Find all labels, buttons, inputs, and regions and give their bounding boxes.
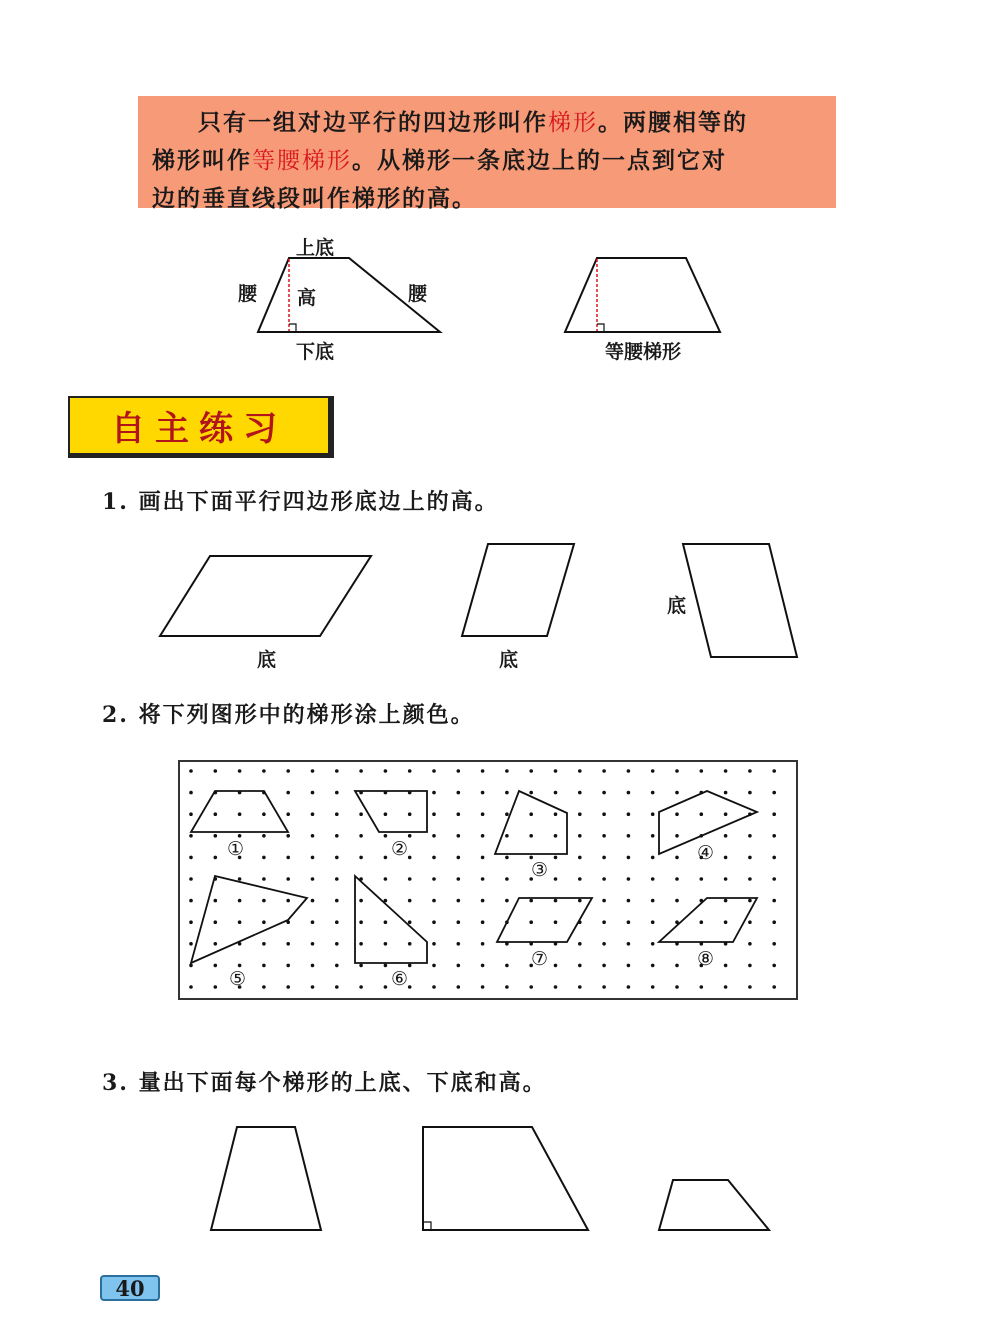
grid-dot (214, 985, 218, 989)
grid-dot (675, 964, 679, 968)
grid-dot (359, 920, 363, 924)
grid-dot (214, 834, 218, 838)
section-banner (68, 396, 334, 458)
grid-dot (554, 769, 558, 773)
grid-dot (311, 920, 315, 924)
grid-dot (748, 920, 752, 924)
height-label: 高 (297, 287, 317, 309)
grid-dot (359, 834, 363, 838)
grid-dot (505, 856, 509, 860)
grid-dot (578, 964, 582, 968)
grid-dot (602, 899, 606, 903)
grid-dot (359, 942, 363, 946)
grid-dot (602, 834, 606, 838)
grid-dot (700, 812, 704, 816)
grid-dot (432, 985, 436, 989)
grid-dot (724, 791, 728, 795)
grid-dot (481, 920, 485, 924)
grid-dot (627, 834, 631, 838)
grid-dot (481, 812, 485, 816)
grid-dot (335, 985, 339, 989)
grid-dot (724, 899, 728, 903)
grid-dot (529, 812, 533, 816)
grid-dot (748, 985, 752, 989)
base-label-1: 底 (257, 649, 277, 671)
grid-dot (238, 812, 242, 816)
top-base-label: 上底 (296, 237, 335, 259)
grid-dot (772, 877, 776, 881)
grid-dot (505, 877, 509, 881)
grid-dot (700, 920, 704, 924)
parallelogram-3 (683, 544, 797, 657)
grid-dot (335, 964, 339, 968)
definition-line-3: 边的垂直线段叫作梯形的高。 (152, 185, 477, 212)
grid-dot (772, 834, 776, 838)
grid-dot (700, 985, 704, 989)
shape-label-7: ⑦ (531, 948, 549, 970)
grid-dot (262, 812, 266, 816)
grid-dot (286, 985, 290, 989)
grid-dot (189, 899, 193, 903)
grid-dot (384, 985, 388, 989)
grid-dot (432, 769, 436, 773)
grid-dot (627, 964, 631, 968)
grid-dot (651, 985, 655, 989)
grid-dot (675, 812, 679, 816)
grid-dot (457, 920, 461, 924)
grid-dot (748, 942, 752, 946)
grid-dot (772, 942, 776, 946)
grid-dot (189, 920, 193, 924)
grid-dot (335, 791, 339, 795)
grid-dot (772, 812, 776, 816)
grid-dot (335, 942, 339, 946)
grid-shape-6 (355, 876, 427, 963)
grid-dot (311, 834, 315, 838)
grid-dot (335, 834, 339, 838)
grid-dot (627, 812, 631, 816)
grid-dot (408, 964, 412, 968)
grid-dot (578, 985, 582, 989)
grid-dot (505, 812, 509, 816)
grid-dot (554, 899, 558, 903)
grid-dot (772, 856, 776, 860)
grid-dot (408, 920, 412, 924)
grid-dot (578, 942, 582, 946)
grid-dot (432, 856, 436, 860)
grid-dot (359, 899, 363, 903)
grid-dot (408, 985, 412, 989)
grid-dot (238, 920, 242, 924)
grid-dot (457, 791, 461, 795)
term-isosceles-trapezoid: 等腰梯形 (252, 148, 352, 174)
grid-dot (432, 899, 436, 903)
grid-dot (238, 964, 242, 968)
grid-dot (335, 812, 339, 816)
shape-label-5: ⑤ (229, 968, 247, 990)
grid-dot (384, 769, 388, 773)
grid-dot (481, 985, 485, 989)
base-label-2: 底 (499, 649, 519, 671)
grid-dot (238, 769, 242, 773)
grid-dot (335, 920, 339, 924)
grid-dot (481, 942, 485, 946)
shape-label-6: ⑥ (391, 968, 409, 990)
grid-dot (311, 812, 315, 816)
grid-dot (505, 985, 509, 989)
grid-dot (359, 964, 363, 968)
parallelogram-1 (160, 556, 371, 636)
definition-text: 。从梯形一条底边上的一点到它对 (352, 147, 727, 174)
grid-shape-1 (191, 791, 288, 832)
grid-dot (772, 964, 776, 968)
grid-dot (602, 942, 606, 946)
grid-dot (311, 769, 315, 773)
grid-dot (481, 964, 485, 968)
grid-dot (408, 834, 412, 838)
grid-dot (335, 856, 339, 860)
grid-dot (189, 834, 193, 838)
grid-dot (214, 899, 218, 903)
bottom-base-label: 下底 (296, 341, 335, 363)
grid-dot (505, 769, 509, 773)
grid-dot (578, 877, 582, 881)
grid-dot (335, 877, 339, 881)
grid-dot (627, 877, 631, 881)
question-3: 3. 量出下面每个梯形的上底、下底和高。 (102, 1070, 547, 1096)
grid-dot (772, 985, 776, 989)
grid-dot (189, 791, 193, 795)
grid-dot (724, 769, 728, 773)
grid-dot (238, 877, 242, 881)
grid-dot (408, 899, 412, 903)
grid-dot (262, 877, 266, 881)
grid-shape-3 (495, 791, 567, 854)
grid-dot (651, 899, 655, 903)
grid-dot (214, 964, 218, 968)
grid-dot (408, 877, 412, 881)
grid-dot (457, 877, 461, 881)
grid-dot (189, 942, 193, 946)
grid-dot (189, 985, 193, 989)
grid-dot (189, 856, 193, 860)
grid-dot (432, 834, 436, 838)
grid-dot (602, 769, 606, 773)
grid-dot (748, 877, 752, 881)
grid-dot (457, 812, 461, 816)
grid-dot (554, 964, 558, 968)
shape-label-1: ① (227, 838, 245, 860)
grid-dot (724, 856, 728, 860)
grid-dot (724, 812, 728, 816)
grid-dot (262, 856, 266, 860)
grid-dot (335, 769, 339, 773)
grid-dot (214, 812, 218, 816)
grid-dot (384, 834, 388, 838)
grid-dot (189, 877, 193, 881)
grid-dot (675, 856, 679, 860)
grid-dot (602, 920, 606, 924)
grid-dot (214, 920, 218, 924)
grid-shape-2 (355, 791, 427, 832)
measure-trapezoid-3 (659, 1180, 769, 1230)
grid-dot (627, 791, 631, 795)
grid-dot (457, 899, 461, 903)
grid-dot (675, 834, 679, 838)
measure-right-angle-mark (423, 1222, 431, 1230)
grid-dot (432, 920, 436, 924)
grid-dot (578, 899, 582, 903)
grid-dot (554, 856, 558, 860)
grid-dot (286, 942, 290, 946)
grid-dot (384, 964, 388, 968)
grid-dot (311, 856, 315, 860)
grid-dot (457, 769, 461, 773)
grid-shape-7 (497, 898, 592, 942)
shape-label-8: ⑧ (697, 948, 715, 970)
isosceles-trapezoid (565, 258, 720, 332)
definition-text: 梯形叫作 (152, 147, 252, 174)
grid-dot (651, 942, 655, 946)
grid-dot (651, 812, 655, 816)
grid-dot (651, 769, 655, 773)
grid-dot (554, 985, 558, 989)
grid-dot (384, 812, 388, 816)
shape-label-4: ④ (697, 842, 715, 864)
grid-dot (651, 920, 655, 924)
grid-dot (505, 834, 509, 838)
grid-dot (384, 856, 388, 860)
grid-dot (214, 856, 218, 860)
grid-dot (359, 985, 363, 989)
grid-dot (602, 791, 606, 795)
left-leg-label: 腰 (238, 283, 258, 305)
base-label-3: 底 (667, 595, 687, 617)
grid-dots (189, 769, 776, 989)
grid-dot (432, 877, 436, 881)
grid-dot (238, 899, 242, 903)
grid-dot (578, 791, 582, 795)
grid-dot (578, 834, 582, 838)
grid-dot (481, 791, 485, 795)
grid-dot (408, 812, 412, 816)
grid-dot (627, 985, 631, 989)
grid-dot (408, 856, 412, 860)
grid-dot (481, 877, 485, 881)
measure-trapezoid-2 (423, 1127, 588, 1230)
grid-dot (481, 769, 485, 773)
right-angle-mark (289, 324, 296, 331)
page-number: 40 (100, 1275, 160, 1301)
definition-text: 。两腰相等的 (598, 109, 748, 136)
grid-dot (627, 899, 631, 903)
grid-dot (748, 834, 752, 838)
grid-dot (554, 877, 558, 881)
grid-dot (481, 899, 485, 903)
grid-dot (286, 899, 290, 903)
grid-dot (772, 920, 776, 924)
grid-dot (408, 769, 412, 773)
grid-dot (457, 834, 461, 838)
grid-dot (700, 769, 704, 773)
measure-trapezoid-1 (211, 1127, 321, 1230)
grid-dot (578, 856, 582, 860)
grid-dot (457, 985, 461, 989)
question-2: 2. 将下列图形中的梯形涂上颜色。 (102, 702, 475, 728)
grid-dot (748, 856, 752, 860)
grid-dot (602, 856, 606, 860)
grid-dot (724, 920, 728, 924)
grid-dot (772, 791, 776, 795)
grid-dot (748, 791, 752, 795)
grid-dot (286, 834, 290, 838)
grid-dot (311, 942, 315, 946)
grid-dot (724, 877, 728, 881)
grid-dot (262, 920, 266, 924)
grid-dot (311, 877, 315, 881)
grid-dot (578, 769, 582, 773)
grid-dot (262, 964, 266, 968)
grid-dot (627, 856, 631, 860)
section-title: 自主练习 (111, 409, 287, 449)
grid-dot (602, 877, 606, 881)
grid-dot (675, 769, 679, 773)
grid-dot (262, 834, 266, 838)
grid-dot (578, 812, 582, 816)
grid-dot (457, 856, 461, 860)
grid-dot (286, 964, 290, 968)
grid-shape-5 (191, 876, 307, 963)
grid-dot (748, 899, 752, 903)
grid-dot (724, 834, 728, 838)
grid-dot (189, 964, 193, 968)
grid-dot (432, 964, 436, 968)
grid-dot (675, 877, 679, 881)
grid-dot (432, 942, 436, 946)
grid-dot (675, 985, 679, 989)
grid-dot (311, 964, 315, 968)
grid-dot (529, 791, 533, 795)
grid-dot (311, 791, 315, 795)
grid-dot (529, 899, 533, 903)
grid-dot (651, 834, 655, 838)
grid-dot (602, 812, 606, 816)
grid-dot (554, 812, 558, 816)
grid-dot (189, 812, 193, 816)
grid-dot (675, 791, 679, 795)
grid-dot (432, 791, 436, 795)
grid-dot (481, 834, 485, 838)
grid-dot (432, 812, 436, 816)
shape-label-2: ② (391, 838, 409, 860)
grid-dot (724, 964, 728, 968)
grid-dot (457, 942, 461, 946)
grid-dot (505, 899, 509, 903)
grid-dot (384, 877, 388, 881)
parallelogram-2 (462, 544, 574, 636)
grid-dot (602, 985, 606, 989)
grid-dot (554, 791, 558, 795)
grid-dot (286, 877, 290, 881)
grid-dot (311, 985, 315, 989)
right-leg-label: 腰 (408, 283, 428, 305)
grid-dot (311, 899, 315, 903)
grid-dot (651, 856, 655, 860)
question-1: 1. 画出下面平行四边形底边上的高。 (102, 489, 499, 515)
grid-dot (262, 769, 266, 773)
grid-dot (602, 964, 606, 968)
grid-dot (772, 769, 776, 773)
grid-dot (529, 985, 533, 989)
grid-dot (262, 942, 266, 946)
grid-dot (408, 942, 412, 946)
grid-dot (529, 834, 533, 838)
grid-dot (675, 899, 679, 903)
grid-dot (505, 791, 509, 795)
grid-shapes (191, 791, 757, 963)
trapezoid-diagram (0, 0, 1000, 380)
grid-dot (554, 920, 558, 924)
grid-dot (189, 769, 193, 773)
grid-dot (335, 899, 339, 903)
grid-shape-8 (659, 898, 757, 942)
grid-dot (359, 769, 363, 773)
grid-dot (384, 920, 388, 924)
grid-dot (384, 942, 388, 946)
term-trapezoid: 梯形 (548, 110, 598, 136)
grid-dot (286, 856, 290, 860)
grid-dot (529, 769, 533, 773)
grid-dot (651, 877, 655, 881)
grid-dot (651, 791, 655, 795)
grid-dot (529, 920, 533, 924)
grid-dot (457, 964, 461, 968)
definition-text: 只有一组对边平行的四边形叫作 (198, 109, 548, 136)
grid-dot (214, 942, 218, 946)
grid-dot (724, 985, 728, 989)
grid-dot (748, 769, 752, 773)
isosceles-right-angle-mark (597, 324, 604, 331)
measure-trapezoids-figure (0, 1110, 1000, 1250)
grid-dot (748, 964, 752, 968)
grid-dot (286, 769, 290, 773)
grid-dot (286, 812, 290, 816)
grid-dot (627, 920, 631, 924)
grid-dot (359, 856, 363, 860)
grid-dot (700, 877, 704, 881)
grid-dot (359, 812, 363, 816)
grid-dot (772, 899, 776, 903)
grid-dot (214, 769, 218, 773)
grid-dot (505, 964, 509, 968)
shape-label-3: ③ (531, 859, 549, 881)
grid-dot (554, 834, 558, 838)
grid-dot (627, 942, 631, 946)
grid-dot (262, 899, 266, 903)
grid-dot (627, 769, 631, 773)
grid-dot (481, 856, 485, 860)
grid-dot (651, 964, 655, 968)
grid-dot (286, 791, 290, 795)
isosceles-caption: 等腰梯形 (605, 341, 682, 363)
grid-dot (262, 985, 266, 989)
